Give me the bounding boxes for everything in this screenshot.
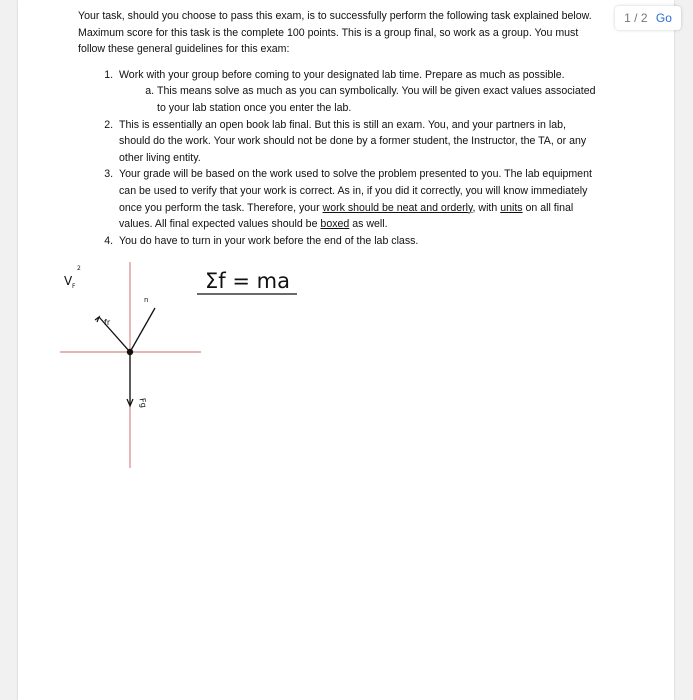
guideline-item-3: 3. Your grade will be based on the work used to solve the problem presented to you. The lab equipment can be used to verify that your work is correct. As in, if you did it correctly, you will know immediately once you perform the task. Therefore, your work should be neat and orderly, with units on all final values. All final expected values should be boxed as well. — [116, 166, 598, 232]
go-button[interactable]: Go — [655, 11, 672, 25]
normal-force-arrow — [130, 308, 155, 352]
intro-paragraph: Your task, should you choose to pass this exam, is to successfully perform the following task explained below. Maximum score for this task is the complete 100 points. This is a group final, so work as a group. You must follow these general guidelines for this exam: — [78, 10, 592, 56]
underlined-boxed: boxed — [320, 218, 350, 231]
friction-arrowhead — [95, 317, 99, 322]
total-pages: 2 — [640, 11, 648, 25]
underlined-neat-orderly: work should be neat and orderly — [322, 201, 473, 214]
guideline-item-2: 2. This is essentially an open book lab final. But this is still an exam. You, and your partners in lab, should do the work. Your work should not be done by a former student, the Instructor, the TA, or any other living entity. — [116, 117, 598, 167]
free-body-point — [127, 349, 133, 355]
page-separator: / — [634, 11, 638, 25]
current-page[interactable]: 1 — [624, 11, 631, 25]
label-fr: fr — [104, 318, 111, 327]
handwritten-vf-subscript: F — [72, 283, 76, 290]
handwritten-vf-superscript: 2 — [77, 265, 81, 272]
guideline-item-1a: a. This means solve as much as you can symbolically. You will be given exact values associated to your lab station once you enter the lab. — [157, 83, 598, 116]
handwritten-vf-label: V — [64, 274, 73, 288]
underlined-units: units — [500, 201, 523, 214]
label-fg: Fg — [137, 397, 149, 409]
guideline-item-1: 1. Work with your group before coming to your designated lab time. Prepare as much as possible. a. This means solve as much as you can symbolically. You will be given exact values associated to your lab station once you enter the lab. — [116, 67, 598, 117]
guideline-item-4: 4. You do have to turn in your work before the end of the lab class. — [116, 233, 598, 250]
handwritten-equation: Σf = ma — [205, 269, 290, 293]
label-n: n — [144, 296, 149, 304]
